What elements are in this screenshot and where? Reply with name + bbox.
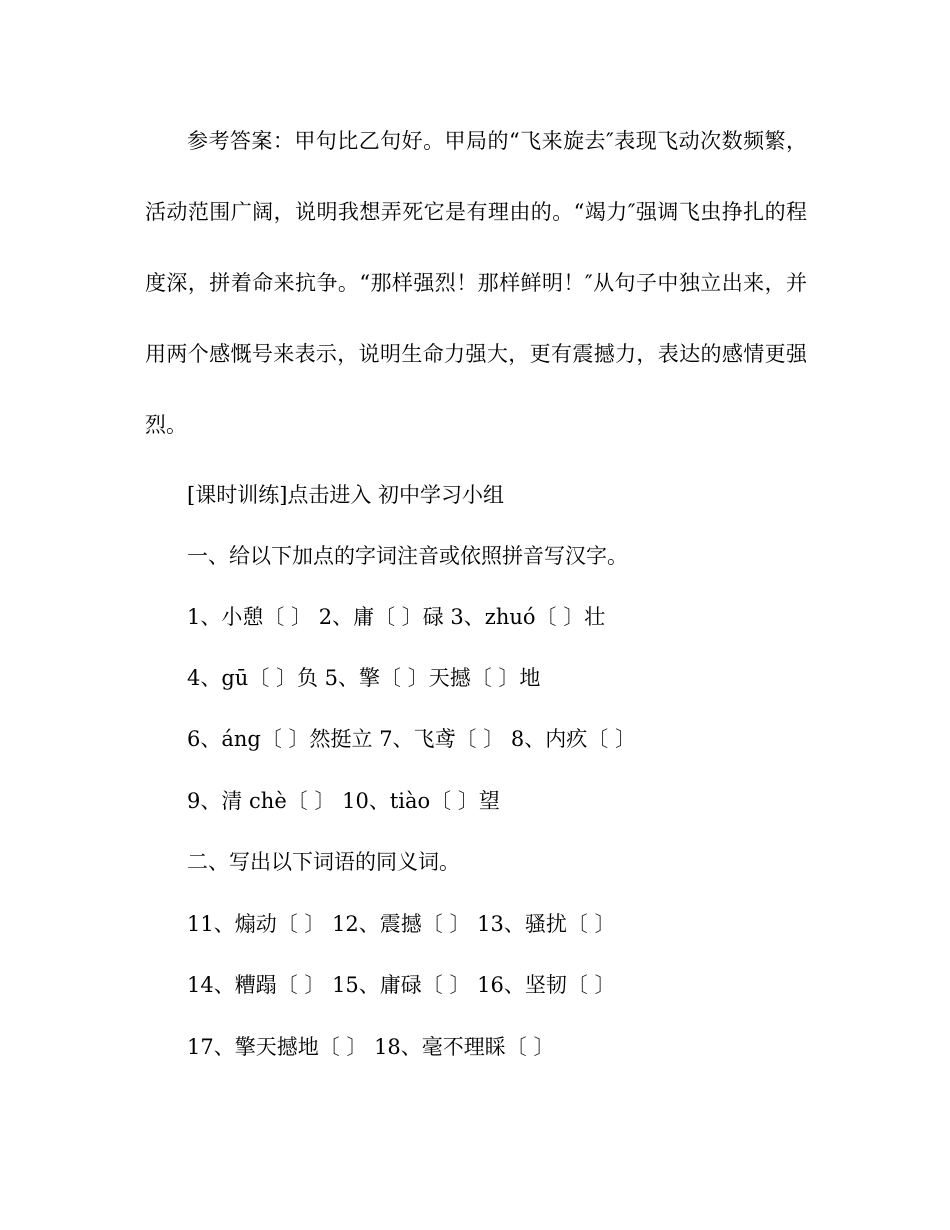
question-line-7: 17、擎天撼地〔 〕 18、毫不理睬〔 〕: [187, 1035, 555, 1059]
question-line-3: 6、áng〔 〕然挺立 7、飞鸢〔 〕 8、内疚〔 〕: [187, 727, 636, 751]
answer-paragraph: 参考答案：甲句比乙句好。甲局的“飞来旋去″表现飞动次数频繁，活动范围广阔，说明我想弄死它是有理由的。“竭力″强调飞虫挣扎的程度深，拼着命来抗争。“那样强烈！那样鲜明！″从句子中独立出来，并用两个感慨号来表示，说明生命力强大，更有震撼力，表达的感情更强烈。: [145, 129, 807, 437]
question-line-5: 11、煽动〔 〕 12、震撼〔 〕 13、骚扰〔 〕: [187, 912, 616, 936]
question-line-6: 14、糟蹋〔 〕 15、庸碌〔 〕 16、坚韧〔 〕: [187, 973, 616, 997]
section-two-heading: 二、写出以下词语的同义词。: [187, 850, 460, 874]
question-line-4: 9、清 chè〔 〕 10、tiào〔 〕望: [187, 789, 500, 813]
question-line-1: 1、小憩〔 〕 2、庸〔 〕碌 3、zhuó〔 〕壮: [187, 605, 606, 629]
section-one-heading: 一、给以下加点的字词注音或依照拼音写汉字。: [187, 544, 628, 568]
course-training-heading: [课时训练]点击进入 初中学习小组: [187, 483, 505, 507]
question-line-2: 4、gū〔 〕负 5、擎〔 〕天撼〔 〕地: [187, 666, 541, 690]
